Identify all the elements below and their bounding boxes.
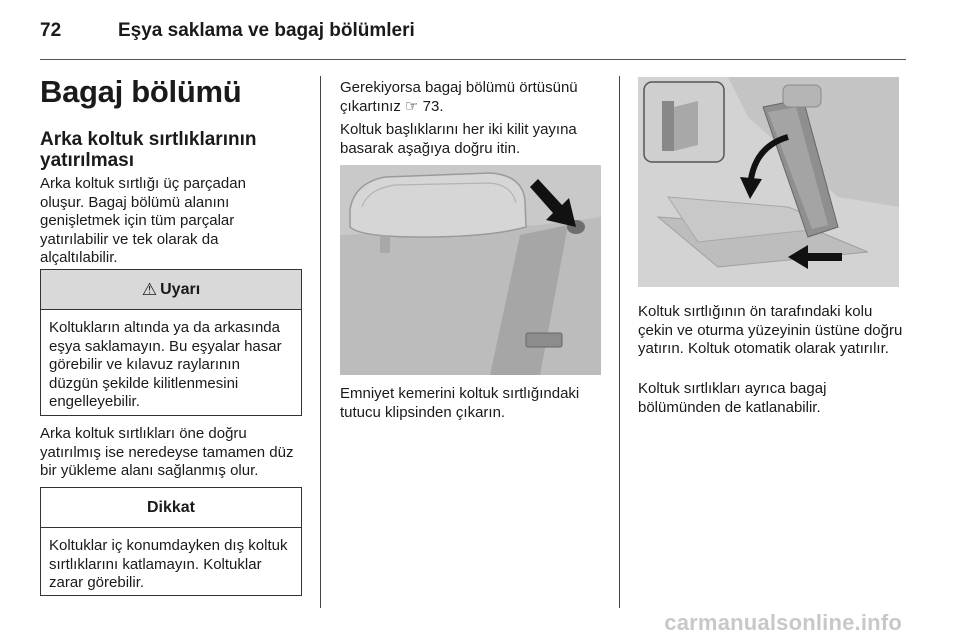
folding-seat-illustration-svg [638, 77, 899, 287]
headrest-illustration [340, 165, 601, 375]
headrest-paragraph: Koltuk başlıklarını her iki kilit yayına basarak aşağıya doğru itin. [340, 121, 577, 157]
section-title: Bagaj bölümü [40, 74, 242, 109]
warning-header [41, 270, 301, 310]
warning-box [40, 269, 302, 416]
intro-paragraph: Arka koltuk sırtlığı üç parçadan oluşur. Bagaj bölümü alanını genişletmek için tüm parçalar yatırılabilir ve tek olarak da alçaltılabilir. [40, 175, 246, 266]
header-rule [40, 59, 906, 60]
cover-paragraph: Gerekiyorsa bagaj bölümü örtüsünü çıkartınız ☞ 73. [340, 79, 578, 115]
caution-text: Koltuklar iç konumdayken dış koltuk sırtlıklarını katlamayın. Koltuklar zarar görebilir. [49, 537, 288, 591]
fold-paragraph: Koltuk sırtlığının ön tarafındaki kolu çekin ve oturma yüzeyinin üstüne doğru yatırın. Koltuk otomatik olarak yatırılır. [638, 303, 903, 357]
warning-text: Koltukların altında ya da arkasında eşya saklamayın. Bu eşyalar hasar görebilir ve kılavuz raylarının düzgün şekilde kilitlenmesini engelleyebilir. [49, 319, 282, 410]
flat-load-paragraph: Arka koltuk sırtlıkları öne doğru yatırılmış ise neredeyse tamamen düz bir yükleme alanı sağlanmış olur. [40, 425, 294, 479]
belt-paragraph: Emniyet kemerini koltuk sırtlığındaki tutucu klipsinden çıkarın. [340, 385, 580, 421]
warning-title: Uyarı [160, 280, 201, 298]
caution-header [41, 488, 301, 528]
headrest-illustration-svg [340, 165, 601, 375]
watermark: carmanualsonline.info [664, 610, 902, 635]
subsection-title: Arka koltuk sırtlıklarının yatırılması [40, 129, 257, 171]
column-divider [619, 76, 620, 608]
warning-triangle-icon: ⚠ [141, 279, 158, 299]
column-divider [320, 76, 321, 608]
chapter-title: Eşya saklama ve bagaj bölümleri [118, 20, 415, 41]
trunk-fold-paragraph: Koltuk sırtlıkları ayrıca bagaj bölümünden de katlanabilir. [638, 380, 827, 416]
page-number: 72 [40, 20, 62, 41]
caution-box [40, 487, 302, 596]
caution-title: Dikkat [146, 498, 196, 516]
folding-seat-illustration [638, 77, 899, 287]
